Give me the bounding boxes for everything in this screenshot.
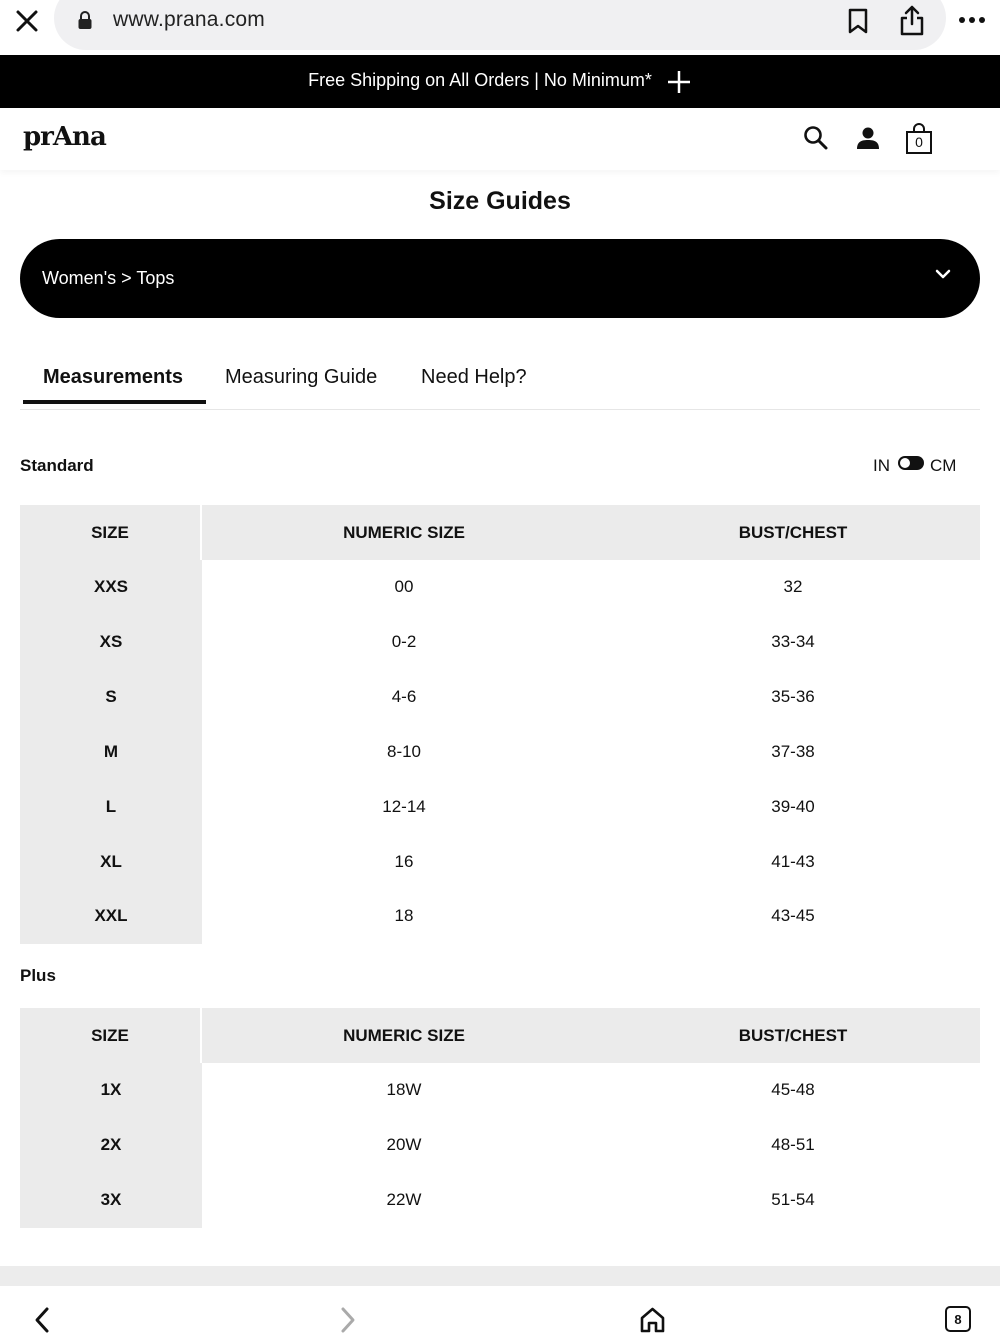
chevron-down-icon [934,267,952,281]
size-cell: M [20,725,202,780]
numeric-size-cell: 0-2 [391,632,417,652]
size-cell: XL [20,834,202,889]
category-dropdown[interactable] [20,239,980,318]
url-text[interactable]: www.prana.com [113,8,265,31]
header-bust-chest: BUST/CHEST [738,522,848,542]
numeric-size-cell: 18 [394,906,414,926]
size-cell: 3X [20,1173,202,1228]
promo-text: Free Shipping on All Orders | No Minimum* [308,70,652,90]
size-cell: S [20,670,202,725]
table-row [20,670,980,725]
size-cell: L [20,779,202,834]
header-size: SIZE [20,505,202,560]
more-icon[interactable] [958,14,986,26]
table-row [20,1063,980,1118]
unit-toggle[interactable] [898,456,924,470]
bust-chest-cell: 43-45 [771,906,815,926]
cart-count: 0 [915,134,923,150]
account-icon[interactable] [856,126,880,150]
size-cell: 2X [20,1118,202,1173]
search-icon[interactable] [803,125,829,151]
category-selected-value: Women's > Tops [42,268,175,288]
bookmark-icon[interactable] [847,8,869,34]
tab-need-help[interactable]: Need Help? [421,366,527,388]
home-icon[interactable] [639,1306,666,1333]
size-guide-tabs [20,356,980,410]
table-header-row [20,1008,980,1063]
close-icon[interactable] [14,8,40,34]
numeric-size-cell: 00 [394,577,414,597]
table-row [20,1118,980,1173]
size-cell: 1X [20,1063,202,1118]
bust-chest-cell: 35-36 [771,687,815,707]
table-row [20,615,980,670]
back-icon[interactable] [33,1306,51,1333]
numeric-size-cell: 4-6 [391,687,417,707]
browser-top-bar [0,0,1000,55]
numeric-size-cell: 20W [386,1135,422,1155]
bust-chest-cell: 37-38 [771,741,815,761]
unit-label-cm: CM [930,456,957,475]
forward-icon[interactable] [339,1306,357,1333]
bust-chest-cell: 41-43 [771,851,815,871]
plus-size-table [20,1008,980,1228]
tab-measuring-guide[interactable]: Measuring Guide [225,366,378,388]
table-row [20,779,980,834]
table-header-row [20,505,980,560]
bust-chest-cell: 51-54 [771,1190,815,1210]
standard-size-table [20,505,980,944]
share-icon[interactable] [899,4,925,36]
table-row [20,560,980,615]
plus-icon[interactable] [666,69,692,95]
unit-label-in: IN [873,456,890,475]
numeric-size-cell: 16 [394,851,414,871]
bust-chest-cell: 33-34 [771,632,815,652]
footer-divider [0,1266,1000,1286]
header-bust-chest: BUST/CHEST [738,1025,848,1045]
promo-banner [0,55,1000,108]
bust-chest-cell: 48-51 [771,1135,815,1155]
active-tab-indicator [23,400,206,404]
size-cell: XS [20,615,202,670]
table-row [20,1173,980,1228]
table-row [20,889,980,944]
plus-section-title: Plus [20,966,56,985]
prana-logo[interactable]: prAna [23,122,106,152]
numeric-size-cell: 18W [386,1080,422,1100]
site-header [0,108,1000,170]
table-row [20,834,980,889]
page-title: Size Guides [429,187,571,215]
numeric-size-cell: 8-10 [386,741,422,761]
browser-bottom-toolbar [0,1286,1000,1333]
header-numeric-size: NUMERIC SIZE [343,522,465,542]
table-row [20,725,980,780]
tabs-icon[interactable]: 8 [945,1306,971,1332]
bust-chest-cell: 45-48 [771,1080,815,1100]
size-cell: XXS [20,560,202,615]
numeric-size-cell: 22W [386,1190,422,1210]
lock-icon [77,10,93,30]
tab-measurements[interactable]: Measurements [43,366,184,388]
standard-section-title: Standard [20,456,94,475]
header-size: SIZE [20,1008,202,1063]
bust-chest-cell: 39-40 [771,796,815,816]
numeric-size-cell: 12-14 [382,796,426,816]
size-cell: XXL [20,889,202,944]
bust-chest-cell: 32 [783,577,803,597]
header-numeric-size: NUMERIC SIZE [343,1025,465,1045]
